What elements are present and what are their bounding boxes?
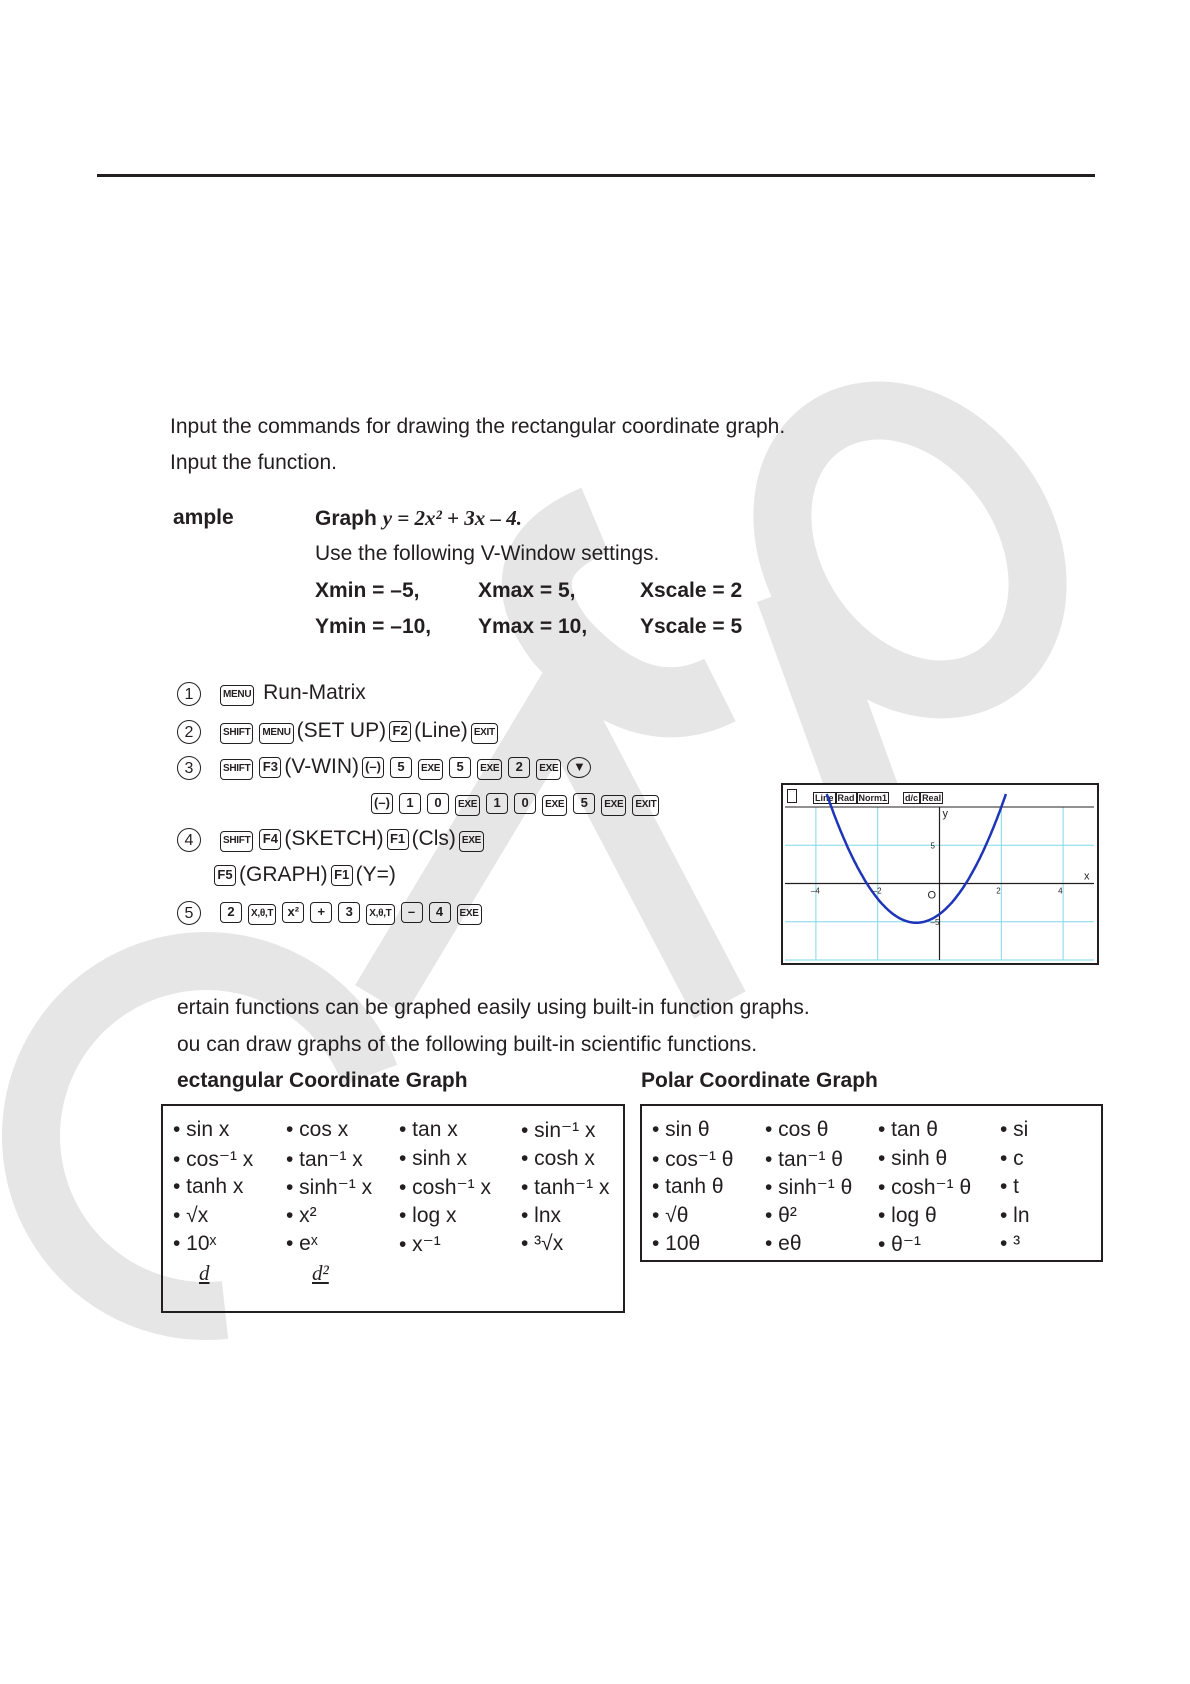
function-item: • 10ˣ	[173, 1232, 217, 1255]
status-line: Line	[815, 793, 834, 803]
f2-key: F2	[389, 721, 411, 742]
function-item: • log x	[399, 1203, 457, 1227]
status-real: Real	[922, 793, 942, 803]
function-item: • cosh⁻¹ θ	[878, 1176, 972, 1199]
step-number-2: 2	[177, 720, 201, 744]
function-curve	[827, 794, 1006, 923]
f3-key: F3	[259, 757, 281, 778]
step-number-3: 3	[177, 756, 201, 780]
y-tick-label: –5	[930, 917, 940, 927]
x-tick-label: 4	[1058, 886, 1063, 896]
exe-key: EXE	[536, 759, 561, 780]
graph-plot	[783, 785, 1096, 962]
menu-key: MENU	[220, 685, 254, 706]
step-2	[177, 718, 501, 744]
function-item: • tanh θ	[652, 1175, 724, 1198]
function-item: • √x	[173, 1203, 209, 1227]
x-axis-label: x	[1084, 870, 1090, 883]
builtin-line-2: ou can draw graphs of the following built-in scientific functions.	[177, 1033, 758, 1056]
watermark-letter-a	[380, 700, 720, 1005]
function-item: • sinh θ	[878, 1146, 948, 1170]
f1-key: F1	[387, 829, 409, 850]
exe-key: EXE	[459, 831, 484, 852]
step-3-text-1: (V-WIN)	[284, 755, 360, 778]
function-item: • cos x	[286, 1118, 349, 1141]
shift-key: SHIFT	[220, 759, 253, 780]
function-item: • sinh⁻¹ θ	[765, 1176, 853, 1199]
settings-intro: Use the following V-Window settings.	[315, 542, 660, 565]
step-2-text-1: (SET UP)	[296, 719, 387, 742]
function-item: • sin x	[173, 1118, 230, 1141]
exe-key: EXE	[477, 759, 502, 780]
step-4	[177, 826, 487, 852]
exit-key: EXIT	[471, 723, 498, 744]
status-rad: Rad	[837, 793, 855, 803]
function-item: • cos⁻¹ θ	[652, 1147, 734, 1171]
function-item: • tan x	[399, 1118, 458, 1141]
function-item: • tanh x	[173, 1175, 244, 1198]
origin-label: O	[927, 889, 937, 902]
graph-labels	[811, 808, 1090, 927]
down-arrow-key: ▼	[567, 757, 591, 778]
shift-key: SHIFT	[220, 723, 253, 744]
digit-2-key: 2	[508, 757, 530, 778]
function-item: • √θ	[652, 1203, 689, 1227]
minus-key: –	[401, 902, 423, 923]
x-tick-label: –2	[872, 886, 882, 896]
function-item: • cosh⁻¹ x	[399, 1176, 491, 1199]
plus-key: +	[310, 902, 332, 923]
function-item: • tan⁻¹ x	[286, 1147, 363, 1171]
x-theta-t-key: X,θ,T	[366, 904, 394, 925]
function-item: • eθ	[765, 1232, 802, 1255]
function-item: • tan⁻¹ θ	[765, 1147, 843, 1171]
function-item: • lnx	[521, 1203, 562, 1227]
step-number-1: 1	[177, 682, 201, 706]
calculator-graph-screen	[781, 783, 1099, 965]
digit-1-key: 1	[399, 793, 421, 814]
menu-key: MENU	[259, 723, 293, 744]
step-1-text: Run-Matrix	[263, 681, 366, 704]
digit-0-key: 0	[427, 793, 449, 814]
digit-5-key: 5	[390, 757, 412, 778]
function-item: • 10θ	[652, 1232, 701, 1255]
function-item: • x²	[286, 1203, 317, 1227]
exe-key: EXE	[457, 904, 482, 925]
digit-1-key: 1	[486, 793, 508, 814]
function-item: • θ⁻¹	[878, 1233, 921, 1256]
function-item: d²	[312, 1260, 329, 1285]
function-item: • t	[1000, 1175, 1020, 1198]
intro-line-1: Input the commands for drawing the rectangular coordinate graph.	[170, 415, 786, 438]
x-tick-label: 2	[996, 886, 1001, 896]
status-dc: d/c	[905, 793, 919, 803]
function-item: • θ²	[765, 1203, 797, 1227]
settings-xmax: Xmax = 5,	[478, 579, 576, 602]
f4-key: F4	[259, 829, 281, 850]
function-item: • cos⁻¹ x	[173, 1147, 254, 1171]
function-item: • sin θ	[652, 1118, 710, 1141]
negative-key: (–)	[371, 793, 393, 814]
function-item: • tanh⁻¹ x	[521, 1176, 610, 1199]
function-item: • ³	[1000, 1232, 1021, 1255]
x-tick-label: –4	[810, 886, 820, 896]
function-item: • sinh x	[399, 1146, 468, 1170]
function-item: • cosh x	[521, 1146, 595, 1170]
watermark-letter-i	[790, 590, 870, 810]
f5-key: F5	[214, 865, 236, 886]
step-4-text-1: (SKETCH)	[284, 827, 384, 850]
digit-5-key: 5	[573, 793, 595, 814]
x-theta-t-key: X,θ,T	[248, 904, 276, 925]
exit-key: EXIT	[632, 795, 659, 816]
step-4-text-4: (Y=)	[355, 863, 396, 886]
digit-5-key: 5	[449, 757, 471, 778]
digit-4-key: 4	[429, 902, 451, 923]
function-item: • si	[1000, 1118, 1029, 1141]
function-item: • c	[1000, 1146, 1024, 1170]
digit-2-key: 2	[220, 902, 242, 923]
function-item: • eˣ	[286, 1232, 318, 1255]
negative-key: (–)	[362, 757, 384, 778]
function-item: • sinh⁻¹ x	[286, 1176, 373, 1199]
y-tick-label: 5	[930, 841, 935, 851]
step-3	[177, 754, 594, 780]
digit-0-key: 0	[514, 793, 536, 814]
example-label: ample	[173, 506, 234, 529]
shift-key: SHIFT	[220, 831, 253, 852]
settings-xmin: Xmin = –5,	[315, 579, 420, 602]
header-rule	[97, 174, 1095, 177]
exe-key: EXE	[418, 759, 443, 780]
rect-heading: ectangular Coordinate Graph	[177, 1069, 468, 1092]
step-number-4: 4	[177, 828, 201, 852]
exe-key: EXE	[542, 795, 567, 816]
step-3-line-2	[368, 790, 662, 816]
function-item: • log θ	[878, 1203, 937, 1227]
step-1	[177, 680, 366, 706]
graph-axes	[785, 807, 1094, 960]
square-key: x²	[282, 902, 304, 923]
example-title	[315, 505, 522, 532]
settings-ymin: Ymin = –10,	[315, 615, 432, 638]
polar-functions-box	[640, 1104, 1103, 1262]
polar-heading: Polar Coordinate Graph	[641, 1069, 878, 1092]
step-4-text-3: (GRAPH)	[239, 863, 328, 886]
builtin-line-1: ertain functions can be graphed easily using built-in function graphs.	[177, 996, 810, 1019]
digit-3-key: 3	[338, 902, 360, 923]
settings-ymax: Ymax = 10,	[478, 615, 588, 638]
function-item: • tan θ	[878, 1118, 938, 1141]
step-5	[177, 899, 485, 925]
function-item: • ln	[1000, 1203, 1030, 1227]
function-item: • x⁻¹	[399, 1233, 441, 1256]
exe-key: EXE	[601, 795, 626, 816]
rect-functions-box	[161, 1104, 625, 1313]
step-2-text-2: (Line)	[414, 719, 468, 742]
status-norm: Norm1	[858, 793, 888, 803]
function-item: • cos θ	[765, 1118, 829, 1141]
step-4-line-2	[214, 862, 396, 888]
settings-xscale: Xscale = 2	[640, 579, 743, 602]
y-axis-label: y	[942, 808, 948, 820]
example-title-prefix: Graph	[315, 507, 383, 530]
example-equation: y = 2x² + 3x – 4.	[382, 506, 522, 530]
function-item: • ³√x	[521, 1232, 564, 1255]
function-item: • sin⁻¹ x	[521, 1119, 596, 1142]
step-4-text-2: (Cls)	[411, 827, 456, 850]
intro-line-2: Input the function.	[170, 451, 337, 474]
settings-yscale: Yscale = 5	[640, 615, 743, 638]
exe-key: EXE	[455, 795, 480, 816]
step-number-5: 5	[177, 901, 201, 925]
f1-key: F1	[331, 865, 353, 886]
function-item: d	[199, 1260, 210, 1285]
